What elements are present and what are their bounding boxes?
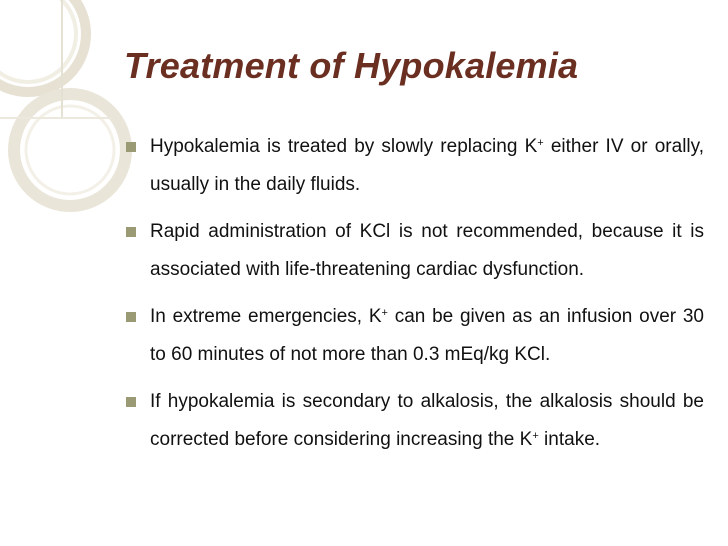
bullet-item-1 xyxy=(126,128,704,204)
bullet-text: either IV or orally, usually in the daily fluids. xyxy=(150,136,705,195)
bullet-list xyxy=(126,128,704,468)
bullet-text: can be given as an infusion over 30 to 60 minutes of not more than 0.3 mEq/kg KCl. xyxy=(150,306,704,365)
bullet-item-4 xyxy=(126,383,704,459)
bullet-square-icon xyxy=(126,227,136,237)
bullet-item-3 xyxy=(126,298,704,374)
bullet-item-2 xyxy=(126,213,704,289)
bullet-text: Hypokalemia is treated by slowly replacing K xyxy=(150,136,538,157)
slide-title: Treatment of Hypokalemia xyxy=(124,45,579,86)
bullet-text: In extreme emergencies, K xyxy=(150,306,382,327)
bullet-square-icon xyxy=(126,142,136,152)
bullet-text: intake. xyxy=(538,429,601,450)
superscript-plus: + xyxy=(532,430,539,442)
bullet-square-icon xyxy=(126,312,136,322)
superscript-plus: + xyxy=(381,307,388,319)
bullet-square-icon xyxy=(126,397,136,407)
bullet-text: Rapid administration of KCl is not recommended, because it is associated with life-threatening cardiac dysfunction. xyxy=(150,221,704,280)
superscript-plus: + xyxy=(537,137,544,149)
bullet-text: If hypokalemia is secondary to alkalosis, the alkalosis should be corrected before considering increasing the K xyxy=(150,391,704,450)
